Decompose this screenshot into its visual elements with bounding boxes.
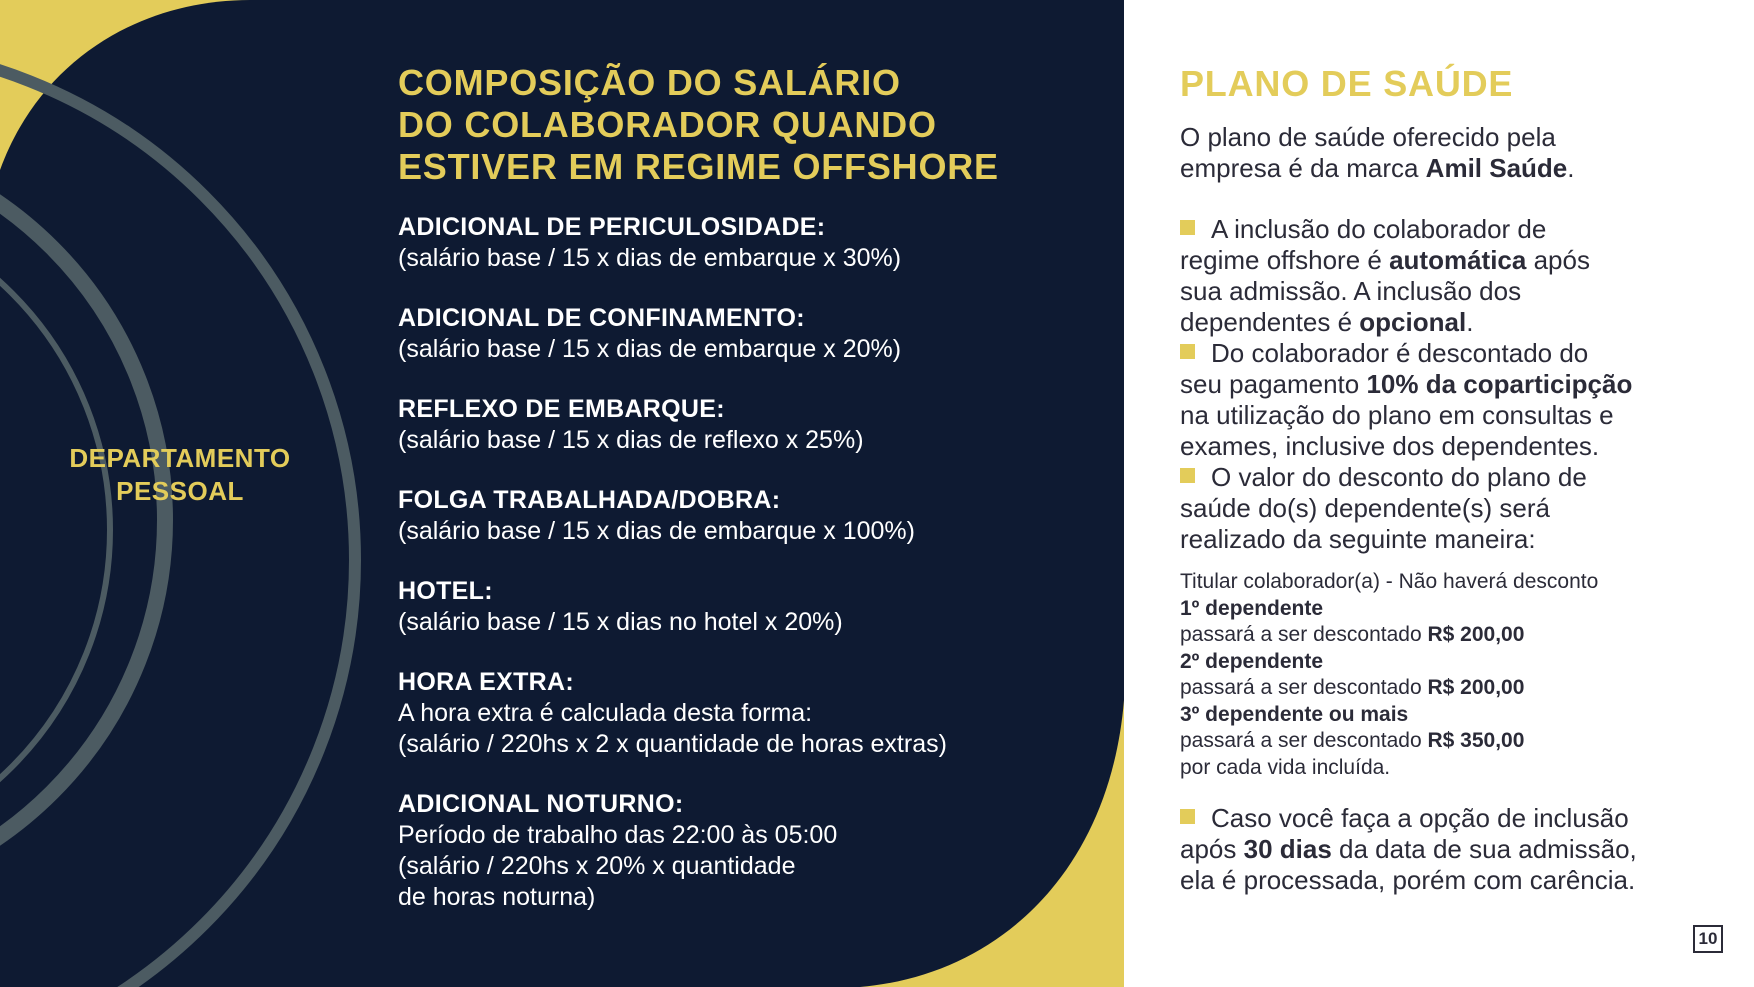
intro-line: O plano de saúde oferecido pela [1180,122,1556,152]
item-heading: HOTEL: [398,577,493,605]
dependent-1-discount: passará a ser descontado R$ 200,00 [1180,623,1525,646]
salary-items-list [398,212,1098,942]
department-line-1: DEPARTAMENTO [69,443,291,473]
bullet-square-icon [1180,809,1195,824]
title-line: DO COLABORADOR QUANDO [398,104,937,145]
item-heading: ADICIONAL DE PERICULOSIDADE: [398,213,826,241]
item-heading: FOLGA TRABALHADA/DOBRA: [398,486,781,514]
dependent-2-label: 2º dependente [1180,649,1324,673]
department-title [30,442,330,508]
item-adicional-noturno [398,789,1098,913]
bullet-inclusion: A inclusão do colaborador de regime offshore é automática após sua admissão. A inclusão dos dependentes é opcional. [1180,214,1590,337]
intro-line: empresa é da marca Amil Saúde. [1180,153,1575,183]
title-line: ESTIVER EM REGIME OFFSHORE [398,146,999,187]
dependent-1-label: 1º dependente [1180,596,1324,620]
bullet-late-inclusion: Caso você faça a opção de inclusão após 30 dias da data de sua admissão, ela é processada, porém com carência. [1180,803,1637,895]
health-plan-intro [1180,122,1720,184]
item-heading: REFLEXO DE EMBARQUE: [398,395,725,423]
item-formula: (salário base / 15 x dias de reflexo x 25%) [398,426,864,454]
item-hora-extra [398,667,1098,760]
item-formula: (salário base / 15 x dias de embarque x 100%) [398,517,915,545]
brand-name: Amil Saúde [1425,153,1568,183]
item-confinamento [398,303,1098,365]
salary-composition-title [398,62,1098,188]
item-description: A hora extra é calculada desta forma: [398,699,813,727]
dependent-3-discount: passará a ser descontado R$ 350,00 [1180,729,1525,752]
health-plan-section [1180,62,1720,896]
item-formula: (salário / 220hs x 2 x quantidade de horas extras) [398,730,947,758]
bullet-square-icon [1180,220,1195,235]
item-periculosidade [398,212,1098,274]
item-folga [398,485,1098,547]
bullet-dependent-discount: O valor do desconto do plano de saúde do(s) dependente(s) será realizado da seguinte maneira: [1180,462,1587,554]
department-line-2: PESSOAL [116,476,244,506]
page-number: 10 [1693,925,1723,953]
item-formula: de horas noturna) [398,883,596,911]
item-heading: ADICIONAL NOTURNO: [398,790,684,818]
item-heading: HORA EXTRA: [398,668,574,696]
item-formula: (salário / 220hs x 20% x quantidade [398,852,796,880]
dependent-3-label: 3º dependente ou mais [1180,702,1409,726]
bullet-square-icon [1180,344,1195,359]
item-formula: (salário base / 15 x dias de embarque x 30%) [398,244,902,272]
item-reflexo [398,394,1098,456]
title-line: COMPOSIÇÃO DO SALÁRIO [398,62,901,103]
dependent-2-discount: passará a ser descontado R$ 200,00 [1180,676,1525,699]
bullet-square-icon [1180,468,1195,483]
titular-line: Titular colaborador(a) - Não haverá desconto [1180,570,1599,593]
item-hotel [398,576,1098,638]
dependent-3-note: por cada vida incluída. [1180,755,1391,779]
item-formula: (salário base / 15 x dias de embarque x 20%) [398,335,902,363]
item-description: Período de trabalho das 22:00 às 05:00 [398,821,838,849]
bullet-coparticipation: Do colaborador é descontado do seu pagamento 10% da coparticipção na utilização do plano em consultas e exames, inclusive dos dependentes. [1180,338,1633,461]
item-heading: ADICIONAL DE CONFINAMENTO: [398,304,805,332]
item-formula: (salário base / 15 x dias no hotel x 20%) [398,608,843,636]
dependent-discount-list [1180,569,1720,781]
health-plan-title: PLANO DE SAÚDE [1180,63,1514,104]
